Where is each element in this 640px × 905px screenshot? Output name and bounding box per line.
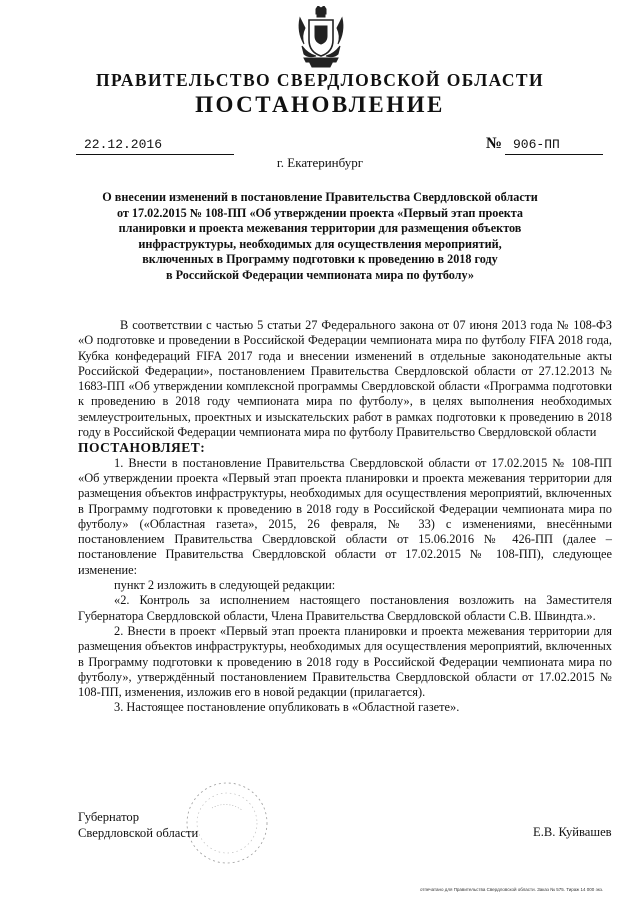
resolve-heading: ПОСТАНОВЛЯЕТ: [78,440,206,456]
item-1-paragraph: 1. Внести в постановление Правительства Свердловской области от 17.02.2015 № 108-ПП «Об утверждении проекта «Первый этап проекта планировки и проекта межевания территории для размещения объектов инфраструктуры, необходимых для осуществления мероприятий, включенных в Программу подготовки к проведению в 2018 году в Российской Федерации чемпионата мира по футболу» («Областная газета», 2015, 26 февраля, № 33) с изменениями, внесёнными постановлением Правительства Свердловской области от 15.06.2016 № 426-ПП (далее – постановление Правительства Свердловской области от 17.02.2015 № 108-ПП), следующее изменение: [78,455,612,577]
document-date: 22.12.2016 [76,136,234,155]
title-line: в Российской Федерации чемпионата мира по футболу» [165,267,475,282]
item-1-subparagraph: пункт 2 изложить в следующей редакции: [114,578,336,593]
title-line: О внесении изменений в постановление Правительства Свердловской области [102,190,538,204]
document-title [90,190,550,284]
title-line: включенных в Программу подготовки к проведению в 2018 году [142,252,498,267]
city: г. Екатеринбург [276,155,364,170]
position-line: Свердловской области [78,825,199,840]
print-footer-note: отпечатано для Правительства Свердловской области. Заказ № 575. Тираж 14 000 экз. [420,887,604,892]
document-number: 906-ПП [505,136,603,155]
coat-of-arms-emblem [296,6,346,68]
document-type: ПОСТАНОВЛЕНИЕ [195,92,445,117]
title-line: планировки и проекта межевания территории для размещения объектов [118,221,522,236]
number-sign: № [486,135,503,152]
title-line: от 17.02.2015 № 108-ПП «Об утверждении проекта «Первый этап проекта [116,205,524,220]
preamble-paragraph: В соответствии с частью 5 статьи 27 Федерального закона от 07 июня 2013 года № 108-ФЗ «О подготовке и проведении в Российской Федерации чемпионата мира по футболу FIFA 2018 года, Кубка конфедераций FIFA 2017 года и внесении изменений в отдельные законодательные акты Российской Федерации», постановлением Правительства Свердловской области от 27.12.2013 № 1683-ПП «Об утверждении комплексной программы Свердловской области «Программа подготовки к проведению в 2018 году чемпионата мира по футболу», в целях выполнения необходимых землеустроительных, проектных и изыскательских работ в рамках подготовки к проведению в 2018 году в Российской Федерации чемпионата мира по футболу Правительство Свердловской области [78,318,612,440]
title-line: инфраструктуры, необходимых для осуществления мероприятий, [138,236,502,251]
signatory-name: Е.В. Куйвашев [533,825,612,839]
position-line: Губернатор [78,810,139,824]
item-2-paragraph: 2. Внести в проект «Первый этап проекта планировки и проекта межевания территории для размещения объектов инфраструктуры, необходимых для осуществления мероприятий, включенных в Программу подготовки к проведению в 2018 году в Российской Федерации чемпионата мира по футболу», утверждённый постановлением Правительства Свердловской области от 17.02.2015 № 108-ПП, изменения, изложив его в новой редакции (прилагается). [78,623,612,700]
item-3-paragraph: 3. Настоящее постановление опубликовать в «Областной газете». [114,700,460,715]
item-1-quote: «2. Контроль за исполнением настоящего постановления возложить на Заместителя Губернатора Свердловской области, Члена Правительства Свердловской области С.В. Швиндта.». [78,593,612,623]
signatory-position [78,810,198,841]
organization-name: ПРАВИТЕЛЬСТВО СВЕРДЛОВСКОЙ ОБЛАСТИ [96,70,544,90]
document-body [78,318,612,716]
